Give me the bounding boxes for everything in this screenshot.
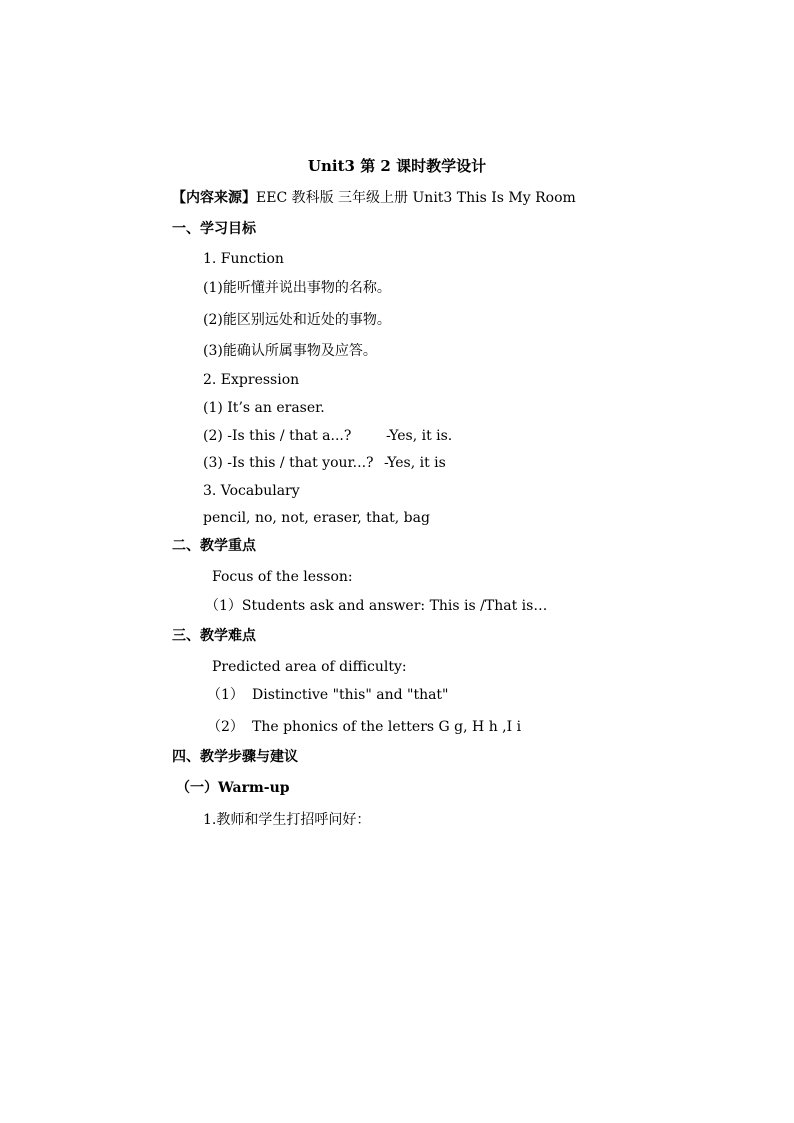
function-item-1: (1)能听懂并说出事物的名称。 (203, 280, 391, 296)
section-heading-difficulties: 三、教学难点 (172, 628, 256, 644)
expression-heading: 2. Expression (203, 372, 300, 388)
difficulties-item-1-number: （1） (207, 687, 244, 703)
expression-item-3-question: (3) -Is this / that your...? (203, 455, 374, 471)
function-heading: 1. Function (203, 251, 284, 267)
difficulties-item-2-number: （2） (207, 719, 244, 735)
function-item-2: (2)能区别远处和近处的事物。 (203, 312, 391, 328)
expression-item-3-answer: -Yes, it is (384, 455, 446, 471)
vocabulary-words: pencil, no, not, eraser, that, bag (203, 510, 430, 526)
vocabulary-heading: 3. Vocabulary (203, 483, 300, 499)
key-points-intro: Focus of the lesson: (212, 569, 353, 585)
key-points-item-1: （1）Students ask and answer: This is /That is… (205, 598, 548, 614)
steps-subheading-warmup: （一）Warm-up (176, 780, 290, 796)
section-heading-objectives: 一、学习目标 (172, 221, 256, 237)
document-title: Unit3 第 2 课时教学设计 (307, 157, 487, 175)
expression-item-1: (1) It’s an eraser. (203, 400, 325, 416)
difficulties-item-1-text: Distinctive "this" and "that" (252, 687, 449, 703)
function-item-3: (3)能确认所属事物及应答。 (203, 343, 377, 359)
expression-item-3 (203, 454, 374, 472)
difficulties-item-2-text: The phonics of the letters G g, H h ,I i (252, 719, 522, 735)
expression-item-2 (203, 427, 351, 445)
section-heading-key-points: 二、教学重点 (172, 538, 256, 554)
section-heading-steps: 四、教学步骤与建议 (172, 749, 298, 765)
expression-item-2-question: (2) -Is this / that a...? (203, 428, 352, 444)
steps-item-1: 1.教师和学生打招呼问好： (203, 812, 371, 828)
difficulties-intro: Predicted area of difficulty: (212, 659, 407, 675)
content-source-label: 【内容来源】 (172, 190, 256, 206)
expression-item-2-answer: -Yes, it is. (386, 428, 453, 444)
content-source-line (172, 189, 576, 207)
content-source-text: EEC 教科版 三年级上册 Unit3 This Is My Room (256, 190, 576, 206)
